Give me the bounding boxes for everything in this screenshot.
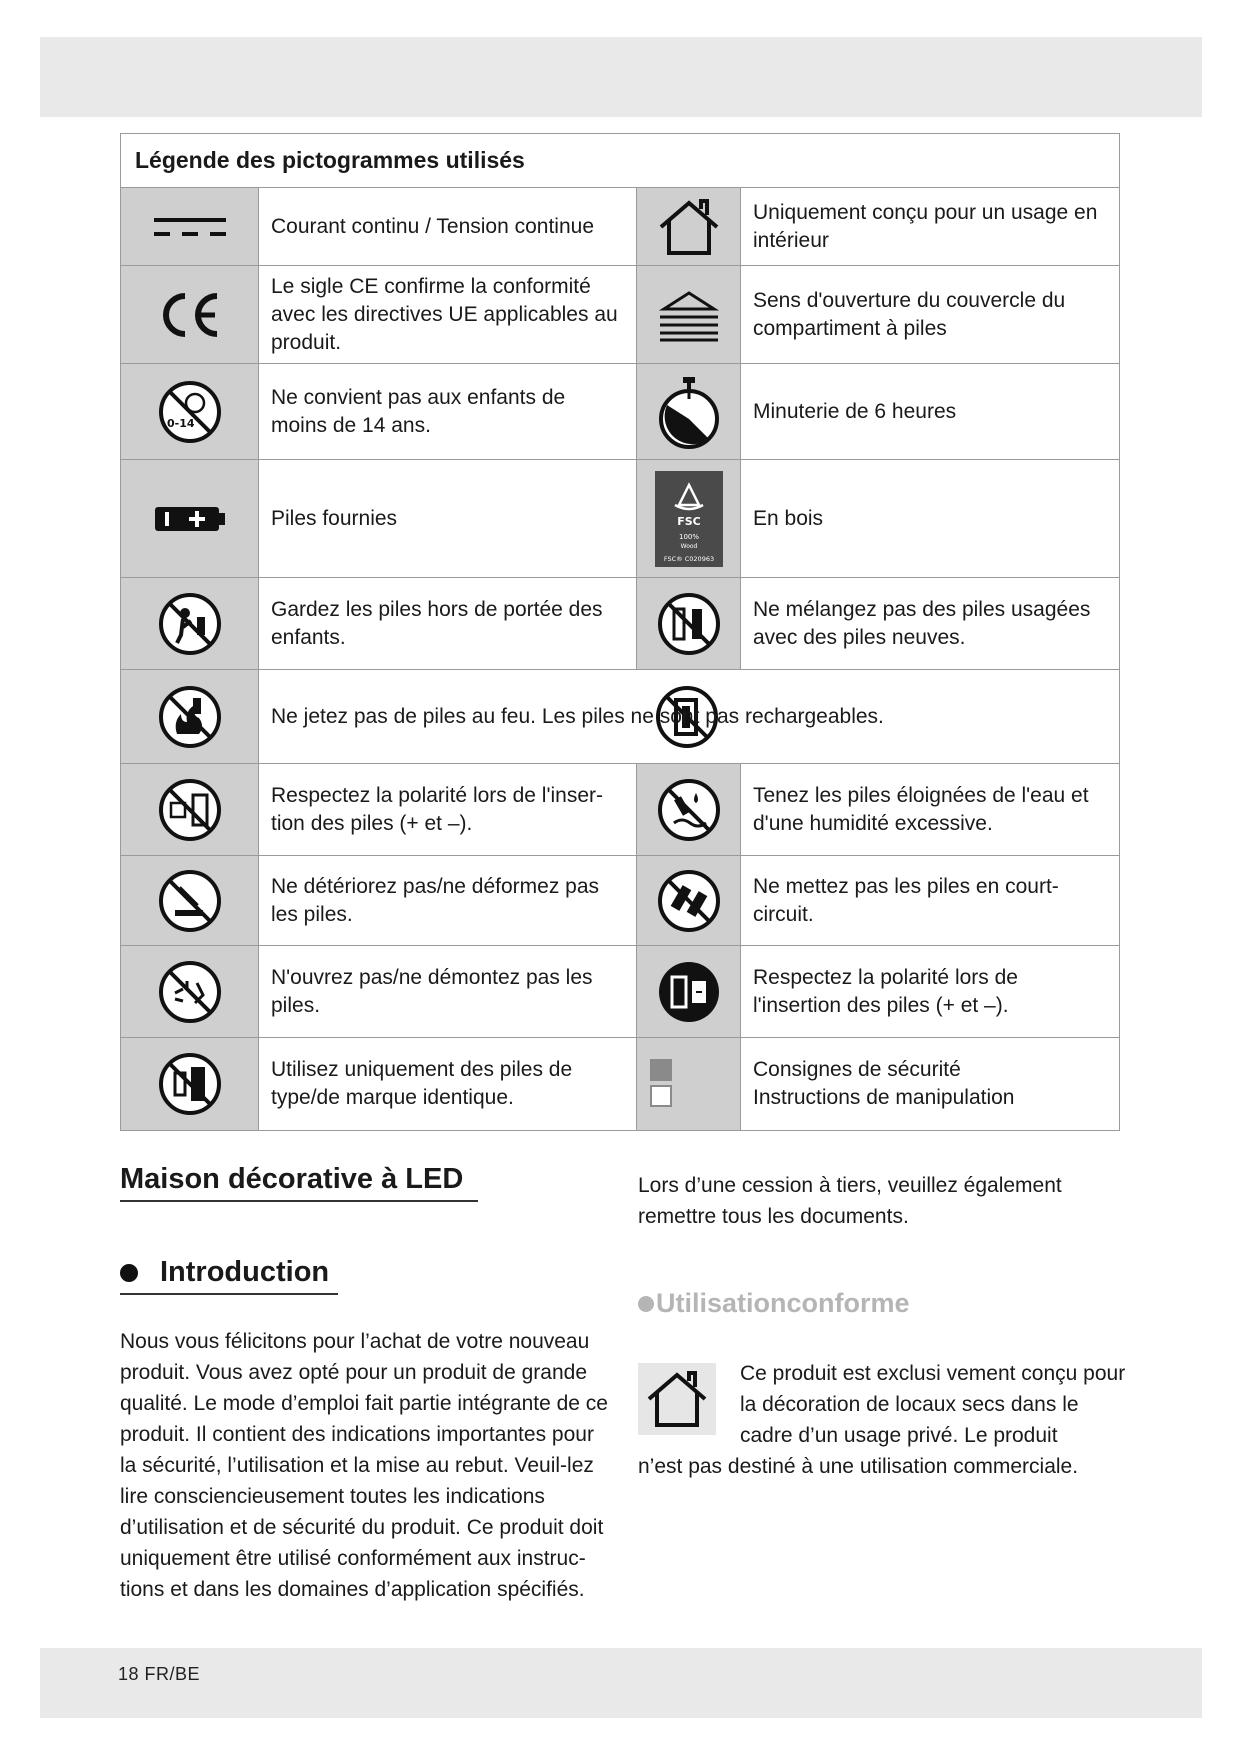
indoor-house-icon — [638, 1363, 716, 1435]
legend-text: Respectez la polarité lors de l'insertion des piles (+ et –). — [741, 946, 1119, 1038]
page-number: 18 FR/BE — [118, 1664, 201, 1684]
no-children-0-14-icon — [121, 364, 259, 460]
fsc-logo-icon — [637, 460, 741, 578]
safety-squares-icon — [637, 1038, 741, 1130]
legend-text: Uniquement conçu pour un usage en intérieur — [741, 188, 1119, 266]
legend-text-wide — [259, 670, 1119, 764]
battery-included-icon — [121, 460, 259, 578]
legend-text: Sens d'ouverture du couvercle du compartiment à piles — [741, 266, 1119, 364]
legend-text: Piles fournies — [259, 460, 637, 578]
transfer-note: Lors d’une cession à tiers, veuillez également remettre tous les documents. — [638, 1174, 1062, 1228]
battery-lid-icon — [637, 266, 741, 364]
legend-text: Ne mélangez pas des piles usagées avec des piles neuves. — [741, 578, 1119, 670]
legend-text: Utilisez uniquement des piles de type/de marque identique. — [259, 1038, 637, 1130]
footer-band — [40, 1648, 1202, 1718]
intended-use-text-continued: n’est pas destiné à une utilisation commerciale. — [638, 1455, 1079, 1478]
timer-icon — [637, 364, 741, 460]
bullet-icon — [638, 1296, 654, 1312]
pictogram-legend-table — [120, 133, 1120, 1131]
svg-text:0-14: 0-14 — [166, 416, 195, 430]
legend-text: En bois — [741, 460, 1119, 578]
legend-title: Légende des pictogrammes utilisés — [121, 134, 1119, 188]
legend-text: Courant continu / Tension continue — [259, 188, 637, 266]
intro-paragraph: Nous vous félicitons pour l’achat de votre nouveau produit. Vous avez opté pour un produit de grande qualité. Le mode d’emploi fait partie intégrante de ce produit. Il contient des indications importantes pour la sécurité, l’utilisation et la mise au rebut. Veuil-lez lire consciencieusement toutes les indications d’utilisation et de sécurité du produit. Ce produit doit uniquement être utilisé conformément aux instruc-tions et dans les domaines d’application spécifiés. — [120, 1330, 608, 1601]
intro-heading — [120, 1256, 338, 1295]
same-type-icon — [121, 1038, 259, 1130]
no-open-icon — [121, 946, 259, 1038]
svg-text:FSC: FSC — [676, 514, 701, 528]
intro-heading-text: Introduction — [160, 1256, 330, 1288]
header-band — [40, 37, 1202, 117]
legend-text: Tenez les piles éloignées de l'eau et d'une humidité excessive. — [741, 764, 1119, 856]
indoor-house-icon — [637, 188, 741, 266]
polarity-insert-icon — [637, 946, 741, 1038]
legend-text: Respectez la polarité lors de l'inser-tion des piles (+ et –). — [259, 764, 637, 856]
intended-use-heading-text: Utilisationconforme — [656, 1288, 910, 1318]
no-short-circuit-icon — [637, 856, 741, 946]
intended-use-heading — [638, 1288, 910, 1319]
legend-text: Gardez les piles hors de portée des enfants. — [259, 578, 637, 670]
legend-text: Ne convient pas aux enfants de moins de 14 ans. — [259, 364, 637, 460]
polarity-warning-icon — [121, 764, 259, 856]
bullet-icon — [120, 1264, 138, 1282]
no-fire-icon — [121, 670, 259, 764]
no-water-icon — [637, 764, 741, 856]
legend-text: Consignes de sécurité Instructions de manipulation — [753, 1058, 1015, 1109]
dc-current-icon — [121, 188, 259, 266]
ce-mark-icon — [121, 266, 259, 364]
keep-from-children-icon — [121, 578, 259, 670]
main-title: Maison décorative à LED — [120, 1163, 478, 1202]
legend-text: Le sigle CE confirme la conformité avec les directives UE applicables au produit. — [259, 266, 637, 364]
svg-text:Wood: Wood — [680, 542, 697, 550]
intended-use-text: Ce produit est exclusi vement conçu pour la décoration de locaux secs dans le cadre d’un usage privé. Le produit — [740, 1362, 1126, 1447]
no-mix-batteries-icon — [637, 578, 741, 670]
no-damage-icon — [121, 856, 259, 946]
legend-text: Ne détériorez pas/ne déformez pas les piles. — [259, 856, 637, 946]
legend-text: N'ouvrez pas/ne démontez pas les piles. — [259, 946, 637, 1038]
legend-text: Minuterie de 6 heures — [741, 364, 1119, 460]
svg-text:100%: 100% — [678, 532, 699, 541]
svg-text:FSC® C020963: FSC® C020963 — [663, 554, 714, 563]
legend-text: Ne jetez pas de piles au feu. Les piles ne sont pas rechargeables. — [271, 704, 884, 728]
legend-text: Ne mettez pas les piles en court-circuit. — [741, 856, 1119, 946]
